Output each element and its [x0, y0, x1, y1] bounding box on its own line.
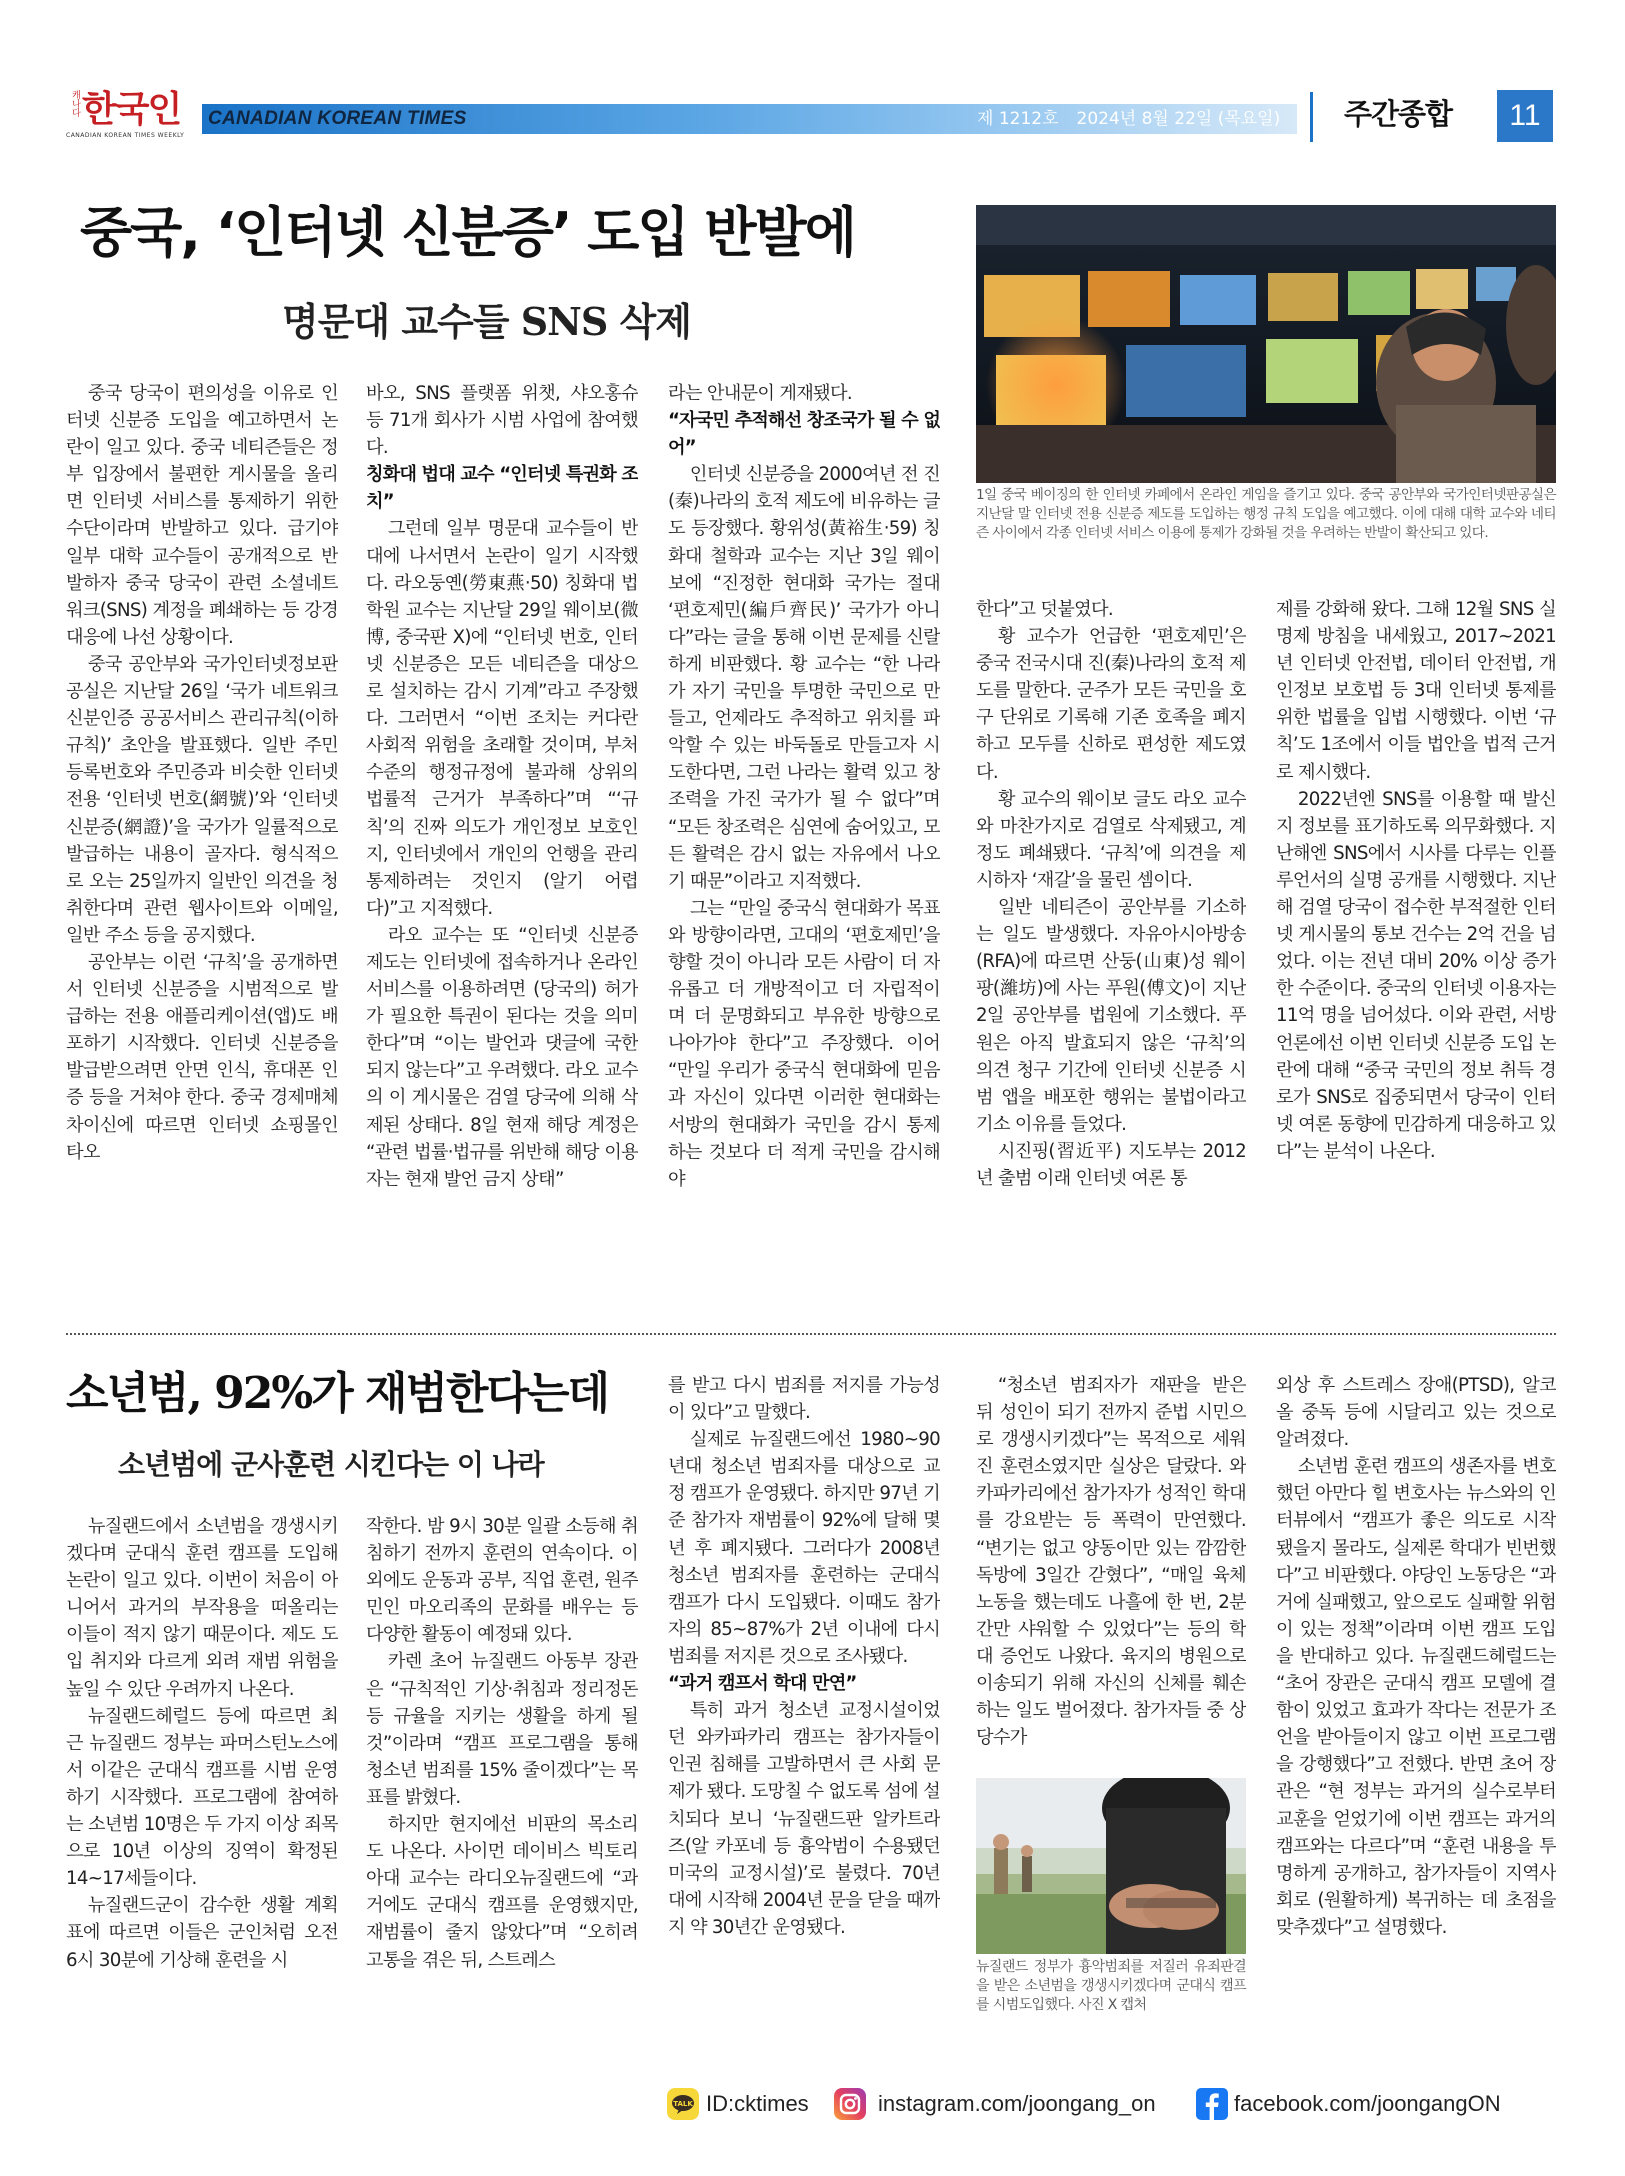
footer-instagram[interactable]: instagram.com/joongang_on	[878, 2091, 1156, 2116]
instagram-camera-icon	[834, 2088, 866, 2120]
article2-col2-paragraph-1: 작한다. 밤 9시 30분 일괄 소등해 취침하기 전까지 훈련의 연속이다. 이 외에도 운동과 공부, 직업 훈련, 원주민인 마오리족의 문화를 배우는 등 다양한 활동이 예정돼 있다.	[366, 1516, 638, 1646]
article2-col3-paragraph-3: 특히 과거 청소년 교정시설이었던 와카파카리 캠프는 참가자들이 인권 침해를 고발하면서 큰 사회 문제가 됐다. 도망칠 수 없도록 섬에 설치되다 보니 ‘뉴질랜드판 알카트라즈(알 카포네 등 흉악범이 수용됐던 미국의 교정시설)’로 불렸다. 70년대에 시작해 2004년 문을 닫을 때까지 약 30년간 운영됐다.	[668, 1700, 940, 1938]
article1-col4-paragraph-4: 일반 네티즌이 공안부를 기소하는 일도 발생했다. 자유아시아방송(RFA)에 따르면 산둥(山東)성 웨이팡(濰坊)에 사는 푸원(傅文)이 지난 2일 공안부를 법원에 기소했다. 푸원은 아직 발효되지 않은 ‘규칙’의 의견 청구 기간에 인터넷 신분증 시범 앱을 배포한 행위는 불법이라고 기소 이유를 들었다.	[976, 897, 1246, 1135]
article1-col2-paragraph-1: 바오, SNS 플랫폼 위챗, 샤오홍슈 등 71개 회사가 시범 사업에 참여했다.	[366, 383, 638, 459]
instagram-icon[interactable]	[834, 2088, 866, 2120]
issue-info	[977, 104, 1298, 134]
article2-column-4	[976, 1372, 1246, 1772]
article2-column-2	[366, 1513, 638, 2058]
article1-column-2	[366, 380, 638, 1320]
article-divider	[66, 1333, 1556, 1335]
article2-col1-paragraph-1: 뉴질랜드에서 소년범을 갱생시키겠다며 군대식 훈련 캠프를 도입해 논란이 일고 있다. 이번이 처음이 아니어서 과거의 부작용을 떠올리는 이들이 적지 않기 때문이다. 제도 도입 취지와 다르게 외려 재범 위험을 높일 수 있단 우려까지 나온다.	[66, 1516, 338, 1700]
masthead	[0, 0, 1625, 160]
article1-subhead: 명문대 교수들 SNS 삭제	[282, 299, 691, 344]
article2-column-3	[668, 1372, 940, 2058]
facebook-f-icon	[1196, 2088, 1228, 2120]
kakaotalk-icon[interactable]	[667, 2088, 699, 2120]
internet-cafe-image	[976, 205, 1556, 483]
article1-col1-paragraph-3: 공안부는 이런 ‘규칙’을 공개하면서 인터넷 신분증을 시범적으로 발급하는 전용 애플리케이션(앱)도 배포하기 시작했다. 인터넷 신분증을 발급받으려면 안면 인식, 휴대폰 인증 등을 거쳐야 한다. 중국 경제매체 차이신에 따르면 인터넷 쇼핑몰인 타오	[66, 951, 338, 1163]
article2-col3-paragraph-1: 를 받고 다시 범죄를 저지를 가능성이 있다”고 말했다.	[668, 1375, 940, 1424]
article2-column-1	[66, 1513, 338, 2058]
training-camp-image	[976, 1778, 1246, 1954]
article1-col5-paragraph-1: 제를 강화해 왔다. 그해 12월 SNS 실명제 방침을 내세웠고, 2017~2021년 인터넷 안전법, 데이터 안전법, 개인정보 보호법 등 3대 인터넷 통제를 위한 법률을 입법 시행했다. 이번 ‘규칙’도 1조에서 이들 법안을 법적 근거로 제시했다.	[1276, 599, 1556, 783]
article1-col5-paragraph-2: 2022년엔 SNS를 이용할 때 발신지 정보를 표기하도록 의무화했다. 지난해엔 SNS에서 시사를 다루는 인플루언서의 실명 공개를 시행했다. 지난해 검열 당국이 접수한 부적절한 인터넷 게시물의 통보 건수는 2억 건을 넘었다. 이는 전년 대비 20% 이상 증가한 수준이다. 중국의 인터넷 이용자는 11억 명을 넘어섰다. 이와 관련, 서방 언론에선 이번 인터넷 신분증 도입 논란에 대해 “중국 국민의 정보 취득 경로가 SNS로 집중되면서 당국이 인터넷 여론 동향에 민감하게 대응하고 있다”는 분석이 나온다.	[1276, 788, 1556, 1162]
newspaper-logo[interactable]	[66, 90, 202, 142]
kakaotalk-bubble-icon	[667, 2088, 699, 2120]
article2-col4-paragraph-1: “청소년 범죄자가 재판을 받은 뒤 성인이 되기 전까지 준법 시민으로 갱생시키겠다”는 목적으로 세워진 훈련소였지만 실상은 달랐다. 와카파카리에선 참가자가 성적인 학대를 강요받는 등 폭력이 만연했다. “변기는 없고 양동이만 있는 깜깜한 독방에 3일간 갇혔다”, “매일 육체노동을 했는데도 나흘에 한 번, 2분간만 샤워할 수 있었다”는 등의 학대 증언도 나왔다. 육지의 병원으로 이송되기 위해 자신의 신체를 훼손하는 일도 벌어졌다. 참가자들 중 상당수가	[976, 1375, 1246, 1749]
article1-column-5	[1276, 596, 1556, 1320]
article1-column-1	[66, 380, 338, 1320]
article2-photo-training-camp	[976, 1778, 1246, 1954]
article2-col3-subheading: “과거 캠프서 학대 만연”	[668, 1673, 857, 1695]
article1-col1-paragraph-2: 중국 공안부와 국가인터넷정보판공실은 지난달 26일 ‘국가 네트워크 신분인증 공공서비스 관리규칙(이하 규칙)’ 초안을 발표했다. 일반 주민등록번호와 주민증과 비슷한 인터넷 전용 ‘인터넷 번호(網號)’와 ‘인터넷 신분증(網證)’을 국가가 일률적으로 발급하는 내용이 골자다. 형식적으로 오는 25일까지 일반인 의견을 청취한다며 관련 웹사이트와 이메일, 일반 주소 등을 공지했다.	[66, 653, 338, 946]
logo-side-text: 캐나다	[70, 90, 80, 117]
article1-col4-paragraph-1: 한다”고 덧붙였다.	[976, 599, 1113, 620]
footer-kakao-id[interactable]: ID:cktimes	[706, 2091, 809, 2116]
article1-col3-paragraph-2: 인터넷 신분증을 2000여년 전 진(秦)나라의 호적 제도에 비유하는 글도 등장했다. 황위성(黃裕生·59) 칭화대 철학과 교수는 지난 3일 웨이보에 “진정한 현대화 국가는 절대 ‘편호제민(編戶齊民)’ 국가가 아니다”라는 글을 통해 이번 문제를 신랄하게 비판했다. 황 교수는 “한 나라가 자기 국민을 투명한 국민으로 만들고, 언제라도 추적하고 위치를 파악할 수 있는 바둑돌로 만들고자 시도한다면, 그런 나라는 활력 있고 창조력을 가진 국가가 될 수 없다”며 “모든 창조력은 심연에 숨어있고, 모든 활력은 감시 없는 자유에서 나오기 때문”이라고 지적했다.	[668, 464, 940, 892]
article2-col1-paragraph-2: 뉴질랜드헤럴드 등에 따르면 최근 뉴질랜드 정부는 파머스턴노스에서 이같은 군대식 캠프를 시범 운영하기 시작했다. 프로그램에 참여하는 소년범 10명은 두 가지 이상 죄목으로 10년 이상의 징역이 확정된 14~17세들이다.	[66, 1705, 338, 1890]
issue-number: 제 1212호	[977, 109, 1059, 129]
article1-col4-paragraph-5: 시진핑(習近平) 지도부는 2012년 출범 이래 인터넷 여론 통	[976, 1140, 1246, 1189]
article1-column-3	[668, 380, 940, 1320]
logo-text: 한국인	[82, 89, 181, 130]
article1-col3-paragraph-1: 라는 안내문이 게재됐다.	[668, 383, 852, 404]
article1-col2-paragraph-2: 그런데 일부 명문대 교수들이 반대에 나서면서 논란이 일기 시작했다. 라오둥옌(勞東燕·50) 칭화대 법학원 교수는 지난달 29일 웨이보(微博, 중국판 X)에 “인터넷 번호, 인터넷 신분증은 모든 네티즌을 대상으로 설치하는 감시 기계”라고 주장했다. 그러면서 “이번 조치는 커다란 사회적 위험을 초래할 것이며, 부처 수준의 행정규정에 불과해 상위의 법률적 근거가 부족하다”며 “‘규칙’의 진짜 의도가 개인정보 보호인지, 인터넷에서 개인의 언행을 관리 통제하려는 것인지 (알기 어렵다)”고 지적했다.	[366, 518, 638, 919]
article2-column-5	[1276, 1372, 1556, 2058]
article2-col2-paragraph-2: 카렌 초어 뉴질랜드 아동부 장관은 “규칙적인 기상·취침과 정리정돈 등 규율을 지키는 생활을 하게 될 것”이라며 “캠프 프로그램을 통해 청소년 범죄를 15% 줄이겠다”는 목표를 밝혔다.	[366, 1651, 638, 1808]
masthead-divider	[1310, 92, 1313, 142]
article1-col3-subheading: “자국민 추적해선 창조국가 될 수 없어”	[668, 410, 940, 459]
article1-col2-subheading: 칭화대 법대 교수 “인터넷 특권화 조치”	[366, 464, 638, 513]
article2-col3-paragraph-2: 실제로 뉴질랜드에선 1980~90년대 청소년 범죄자를 대상으로 교정 캠프가 운영됐다. 하지만 97년 기준 참가자 재범률이 92%에 달해 몇 년 후 폐지됐다. 그러다가 2008년 청소년 범죄자를 훈련하는 군대식 캠프가 다시 도입됐다. 이때도 참가자의 85~87%가 2년 이내에 다시 범죄를 저지른 것으로 조사됐다.	[668, 1429, 940, 1667]
article1-col3-paragraph-3: 그는 “만일 중국식 현대화가 목표와 방향이라면, 고대의 ‘편호제민’을 향할 것이 아니라 모든 사람이 더 자유롭고 더 개방적이고 더 자립적이며 더 문명화되고 부유한 방향으로 나아가야 한다”고 주장했다. 이어 “만일 우리가 중국식 현대화에 믿음과 자신이 있다면 이러한 현대화는 서방의 현대화가 국민을 감시 통제하는 것보다 더 적게 국민을 감시해야	[668, 897, 940, 1190]
article1-col4-paragraph-2: 황 교수가 언급한 ‘편호제민’은 중국 전국시대 진(秦)나라의 호적 제도를 말한다. 군주가 모든 국민을 호구 단위로 기록해 기존 호족을 폐지하고 모두를 신하로 편성한 제도였다.	[976, 626, 1246, 783]
article1-col1-paragraph-1: 중국 당국이 편의성을 이유로 인터넷 신분증 도입을 예고하면서 논란이 일고 있다. 중국 네티즌들은 정부 입장에서 불편한 게시물을 올리면 인터넷 서비스를 통제하기 위한 수단이라며 반발하고 있다. 급기야 일부 대학 교수들이 공개적으로 반발하자 중국 당국이 관련 소셜네트워크(SNS) 계정을 폐쇄하는 등 강경 대응에 나선 상황이다.	[66, 383, 338, 648]
section-name: 주간종합	[1344, 97, 1453, 131]
article1-column-4	[976, 596, 1246, 1320]
article2-col2-paragraph-3: 하지만 현지에선 비판의 목소리도 나온다. 사이먼 데이비스 빅토리아대 교수는 라디오뉴질랜드에 “과거에도 군대식 캠프를 운영했지만, 재범률이 줄지 않았다”며 “오히려 고통을 겪은 뒤, 스트레스	[366, 1814, 638, 1971]
logo-subtext: CANADIAN KOREAN TIMES WEEKLY	[66, 132, 185, 139]
article1-photo-internet-cafe	[976, 205, 1556, 483]
issue-date: 2024년 8월 22일 (목요일)	[1076, 109, 1281, 129]
article2-headline: 소년범, 92%가 재범한다는데	[66, 1368, 609, 1419]
article2-col5-paragraph-2: 소년범 훈련 캠프의 생존자를 변호했던 아만다 힐 변호사는 뉴스와의 인터뷰에서 “캠프가 좋은 의도로 시작됐을지 몰라도, 실제론 학대가 빈번했다”고 비판했다. 야당인 노동당은 “과거에 실패했고, 앞으로도 실패할 위험이 있는 정책”이라며 이번 캠프 도입을 반대하고 있다. 뉴질랜드헤럴드는 “초어 장관은 군대식 캠프 모델에 결함이 있었고 효과가 작다는 전문가 조언을 받아들이지 않고 이번 프로그램을 강행했다”고 전했다. 반면 초어 장관은 “현 정부는 과거의 실수로부터 교훈을 얻었기에 이번 캠프는 과거의 캠프와는 다르다”며 “훈련 내용을 투명하게 공개하고, 참가자들이 지역사회로 (원활하게) 복귀하는 데 초점을 맞추겠다”고 설명했다.	[1276, 1456, 1556, 1938]
article1-col2-paragraph-3: 라오 교수는 또 “인터넷 신분증 제도는 인터넷에 접속하거나 온라인 서비스를 이용하려면 (당국의) 허가가 필요한 특권이 된다는 것을 의미한다”며 “이는 발언과 댓글에 국한되지 않는다”고 우려했다. 라오 교수의 이 게시물은 검열 당국에 의해 삭제된 상태다. 8일 현재 해당 계정은 “관련 법률·법규를 위반해 해당 이용자는 현재 발언 금지 상태”	[366, 924, 638, 1190]
footer-facebook[interactable]: facebook.com/joongangON	[1234, 2091, 1501, 2116]
page-number-badge: 11	[1497, 90, 1553, 142]
article2-col1-paragraph-3: 뉴질랜드군이 감수한 생활 계획표에 따르면 이들은 군인처럼 오전 6시 30분에 기상해 훈련을 시	[66, 1895, 338, 1971]
paper-name: CANADIAN KOREAN TIMES	[208, 108, 467, 129]
facebook-icon[interactable]	[1196, 2088, 1228, 2120]
article2-photo-caption: 뉴질랜드 정부가 흉악범죄를 저질러 유죄판결을 받은 소년범을 갱생시키겠다며 군대식 캠프를 시범도입했다. 사진 X 캡처	[976, 1959, 1246, 2013]
article1-photo-caption: 1일 중국 베이징의 한 인터넷 카페에서 온라인 게임을 즐기고 있다. 중국 공안부와 국가인터넷판공실은 지난달 말 인터넷 전용 신분증 제도를 도입하는 행정 규칙 도입을 예고했다. 이에 대해 대학 교수와 네티즌 사이에서 각종 인터넷 서비스 이용에 통제가 강화될 것을 우려하는 반발이 확산되고 있다.	[976, 487, 1556, 541]
article2-subhead: 소년범에 군사훈련 시킨다는 이 나라	[118, 1448, 544, 1481]
kakaotalk-label: TALK	[673, 2100, 693, 2108]
article1-col4-paragraph-3: 황 교수의 웨이보 글도 라오 교수와 마찬가지로 검열로 삭제됐고, 계정도 폐쇄됐다. ‘규칙’에 의견을 제시하자 ‘재갈’을 물린 셈이다.	[976, 788, 1246, 891]
article2-col5-paragraph-1: 외상 후 스트레스 장애(PTSD), 알코올 중독 등에 시달리고 있는 것으로 알려졌다.	[1276, 1375, 1556, 1451]
article1-headline: 중국, ‘인터넷 신분증’ 도입 반발에	[80, 201, 855, 264]
